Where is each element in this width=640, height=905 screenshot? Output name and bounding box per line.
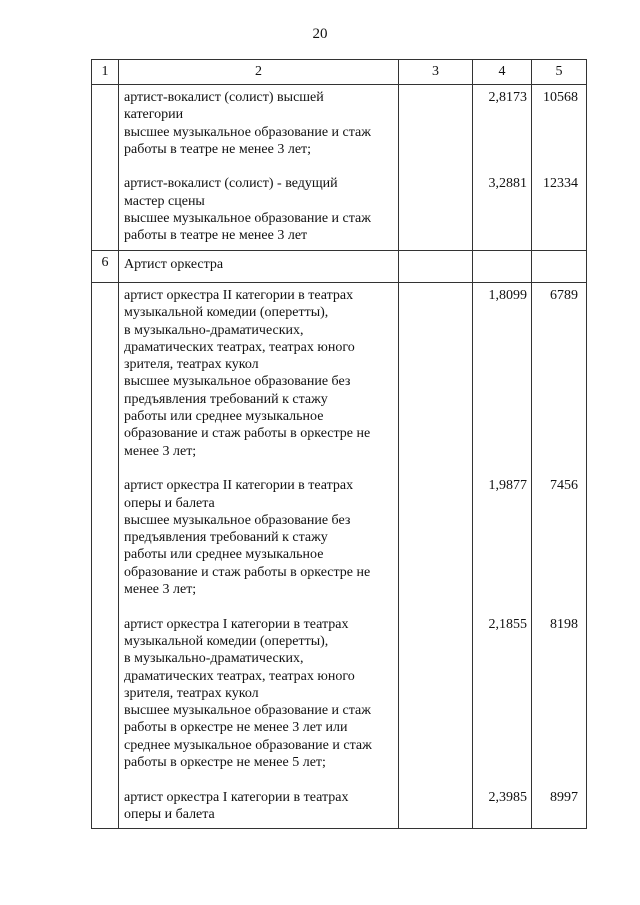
header-col-3: 3 bbox=[399, 60, 473, 85]
coefficient-value: 2,3985 bbox=[488, 789, 527, 805]
page-number: 20 bbox=[312, 26, 328, 42]
salary-value: 12334 bbox=[543, 176, 578, 192]
header-col-1: 1 bbox=[92, 60, 119, 85]
description-line: менее 3 лет; bbox=[124, 443, 197, 459]
description-line: музыкальной комедии (оперетты), bbox=[124, 633, 329, 649]
description-line: работы в театре не менее 3 лет; bbox=[124, 141, 312, 157]
position-description bbox=[119, 789, 398, 824]
description-line: высшее музыкальное образование и стаж bbox=[124, 124, 371, 140]
description-line: образование и стаж работы в оркестре не bbox=[124, 564, 371, 580]
description-line: работы в оркестре не менее 5 лет; bbox=[124, 755, 326, 771]
header-col-2: 2 bbox=[119, 60, 399, 85]
header-col-4: 4 bbox=[473, 60, 532, 85]
coefficient-cell bbox=[473, 85, 532, 251]
description-line: предъявления требований к стажу bbox=[124, 530, 328, 546]
description-line: образование и стаж работы в оркестре не bbox=[124, 426, 371, 442]
description-line: зрителя, театрах кукол bbox=[124, 685, 259, 701]
description-line: в музыкально-драматических, bbox=[124, 651, 304, 667]
description-line: работы или среднее музыкальное bbox=[124, 409, 324, 425]
description-line: работы или среднее музыкальное bbox=[124, 547, 324, 563]
description-line: артист оркестра II категории в театрах bbox=[124, 478, 354, 494]
table-row bbox=[92, 251, 587, 283]
table-header-row bbox=[92, 60, 587, 85]
description-line: артист оркестра II категории в театрах bbox=[124, 288, 354, 303]
category-title: Артист оркестра bbox=[124, 257, 224, 272]
empty-cell bbox=[532, 251, 587, 283]
salary-value: 8997 bbox=[550, 789, 578, 805]
description-cell bbox=[119, 85, 399, 251]
salary-cell bbox=[532, 85, 587, 251]
description-line: высшее музыкальное образование без bbox=[124, 374, 351, 390]
description-line: высшее музыкальное образование и стаж bbox=[124, 703, 371, 719]
description-line: оперы и балета bbox=[124, 495, 215, 511]
coefficient-value: 1,8099 bbox=[488, 288, 527, 303]
description-line: категории bbox=[124, 107, 184, 123]
coefficient-value: 2,1855 bbox=[488, 616, 527, 632]
row-number: 6 bbox=[92, 251, 119, 283]
description-line: высшее музыкальное образование и стаж bbox=[124, 211, 371, 227]
description-line: менее 3 лет; bbox=[124, 582, 197, 598]
description-line: музыкальной комедии (оперетты), bbox=[124, 305, 329, 321]
table-row bbox=[92, 85, 587, 251]
salary-value: 7456 bbox=[550, 478, 578, 494]
position-description bbox=[119, 616, 398, 772]
empty-cell bbox=[399, 85, 473, 251]
description-line: драматических театрах, театрах юного bbox=[124, 339, 355, 355]
description-cell bbox=[119, 283, 399, 829]
row-number-cell bbox=[92, 283, 119, 829]
row-number-cell bbox=[92, 85, 119, 251]
description-line: артист-вокалист (солист) - ведущий bbox=[124, 176, 338, 192]
salary-cell bbox=[532, 283, 587, 829]
description-line: предъявления требований к стажу bbox=[124, 391, 328, 407]
description-line: работы в театре не менее 3 лет bbox=[124, 228, 308, 244]
description-line: драматических театрах, театрах юного bbox=[124, 668, 355, 684]
position-description bbox=[119, 287, 398, 460]
coefficient-value: 2,8173 bbox=[488, 90, 527, 105]
empty-cell bbox=[399, 283, 473, 829]
salary-value: 10568 bbox=[543, 90, 578, 105]
description-line: высшее музыкальное образование без bbox=[124, 512, 351, 528]
description-line: работы в оркестре не менее 3 лет или bbox=[124, 720, 348, 736]
description-line: артист оркестра I категории в театрах bbox=[124, 789, 349, 805]
description-line: зрителя, театрах кукол bbox=[124, 357, 259, 373]
position-description bbox=[119, 175, 398, 244]
salary-value: 8198 bbox=[550, 616, 578, 632]
position-description bbox=[119, 89, 398, 158]
salary-table bbox=[91, 59, 587, 829]
description-line: артист-вокалист (солист) высшей bbox=[124, 90, 324, 105]
table-row bbox=[92, 283, 587, 829]
description-line: оперы и балета bbox=[124, 806, 215, 822]
position-description bbox=[119, 477, 398, 598]
description-line: среднее музыкальное образование и стаж bbox=[124, 737, 372, 753]
description-line: артист оркестра I категории в театрах bbox=[124, 616, 349, 632]
coefficient-value: 1,9877 bbox=[488, 478, 527, 494]
description-line: в музыкально-драматических, bbox=[124, 322, 304, 338]
empty-cell bbox=[473, 251, 532, 283]
description-line: мастер сцены bbox=[124, 193, 205, 209]
empty-cell bbox=[399, 251, 473, 283]
coefficient-value: 3,2881 bbox=[488, 176, 527, 192]
coefficient-cell bbox=[473, 283, 532, 829]
category-title-cell bbox=[119, 251, 399, 283]
header-col-5: 5 bbox=[532, 60, 587, 85]
salary-value: 6789 bbox=[550, 288, 578, 303]
